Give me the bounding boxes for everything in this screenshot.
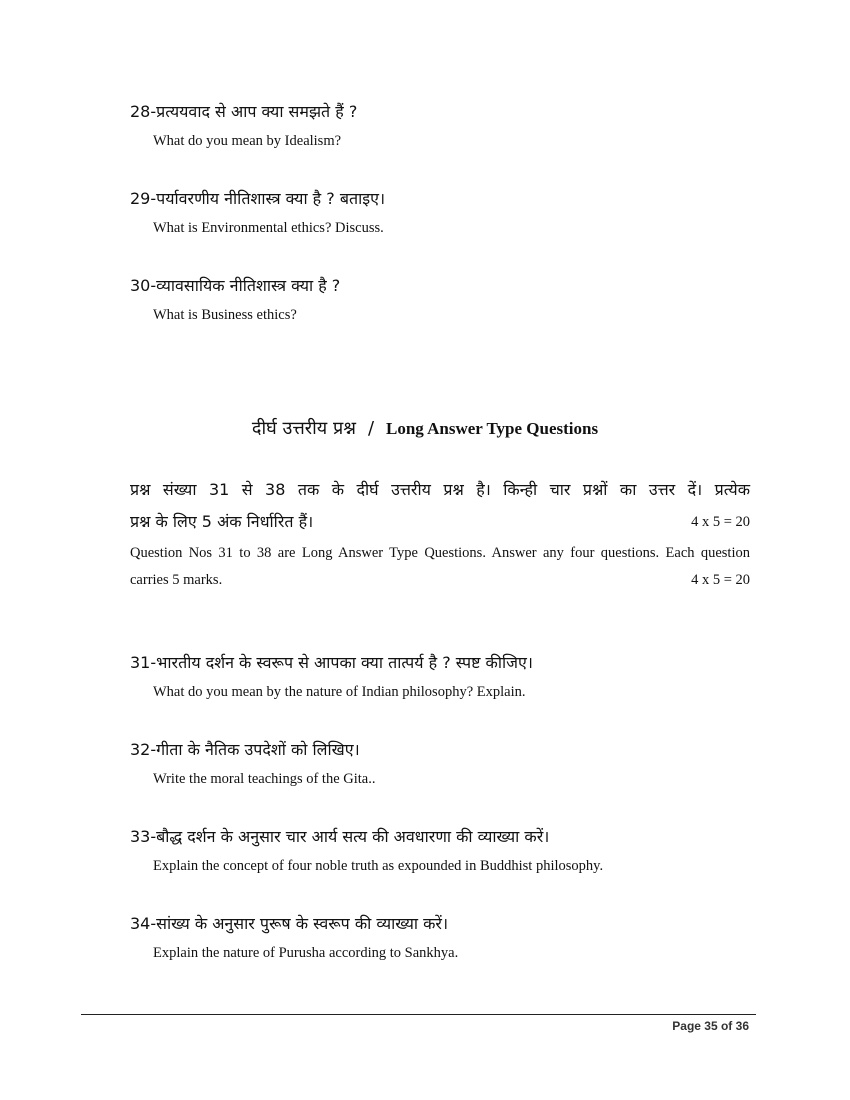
footer-divider	[81, 1014, 756, 1015]
question-33	[130, 825, 750, 876]
question-english: Explain the concept of four noble truth as expounded in Buddhist philosophy.	[153, 858, 604, 874]
question-english: Explain the nature of Purusha according to Sankhya.	[153, 945, 459, 961]
question-english: Write the moral teachings of the Gita..	[153, 771, 376, 787]
question-english: What is Business ethics?	[153, 307, 297, 323]
section-heading	[0, 416, 850, 440]
question-34	[130, 912, 750, 963]
question-30	[130, 274, 750, 325]
instruction-hindi-line1: प्रश्न संख्या 31 से 38 तक के दीर्घ उत्तरीय प्रश्न है। किन्ही चार प्रश्नों का उत्तर दें। प्रत्येक	[130, 480, 750, 499]
question-hindi: 31-भारतीय दर्शन के स्वरूप से आपका क्या तात्पर्य है ? स्पष्ट कीजिए।	[130, 653, 533, 672]
question-28	[130, 100, 750, 151]
page-number: Page 35 of 36	[672, 1019, 749, 1033]
question-english: What do you mean by the nature of Indian philosophy? Explain.	[153, 684, 526, 700]
marks-hindi: 4 x 5 = 20	[691, 514, 750, 530]
instruction-hindi-line2: प्रश्न के लिए 5 अंक निर्धारित हैं।	[130, 512, 314, 531]
question-english: What do you mean by Idealism?	[153, 133, 342, 149]
question-hindi: 34-सांख्य के अनुसार पुरूष के स्वरूप की व्याख्या करें।	[130, 914, 449, 933]
question-hindi: 28-प्रत्ययवाद से आप क्या समझते हैं ?	[130, 102, 358, 121]
question-hindi: 32-गीता के नैतिक उपदेशों को लिखिए।	[130, 740, 360, 759]
instruction-english-line2: carries 5 marks.	[130, 572, 223, 588]
question-hindi: 29-पर्यावरणीय नीतिशास्त्र क्या है ? बताइए।	[130, 189, 386, 208]
instruction-hindi-line2-row	[130, 510, 750, 534]
instruction-english-line2-row	[130, 570, 750, 590]
question-english: What is Environmental ethics? Discuss.	[153, 220, 384, 236]
section-heading-english: Long Answer Type Questions	[386, 419, 599, 438]
question-29	[130, 187, 750, 238]
question-hindi: 33-बौद्ध दर्शन के अनुसार चार आर्य सत्य की अवधारणा की व्याख्या करें।	[130, 827, 550, 846]
section-heading-separator: /	[367, 418, 375, 439]
instruction-english-line1: Question Nos 31 to 38 are Long Answer Type Questions. Answer any four questions. Each question	[130, 545, 750, 561]
marks-english: 4 x 5 = 20	[691, 572, 750, 588]
section-heading-hindi: दीर्घ उत्तरीय प्रश्न	[251, 418, 356, 439]
question-32	[130, 738, 750, 789]
question-31	[130, 651, 750, 702]
question-hindi: 30-व्यावसायिक नीतिशास्त्र क्या है ?	[130, 276, 341, 295]
